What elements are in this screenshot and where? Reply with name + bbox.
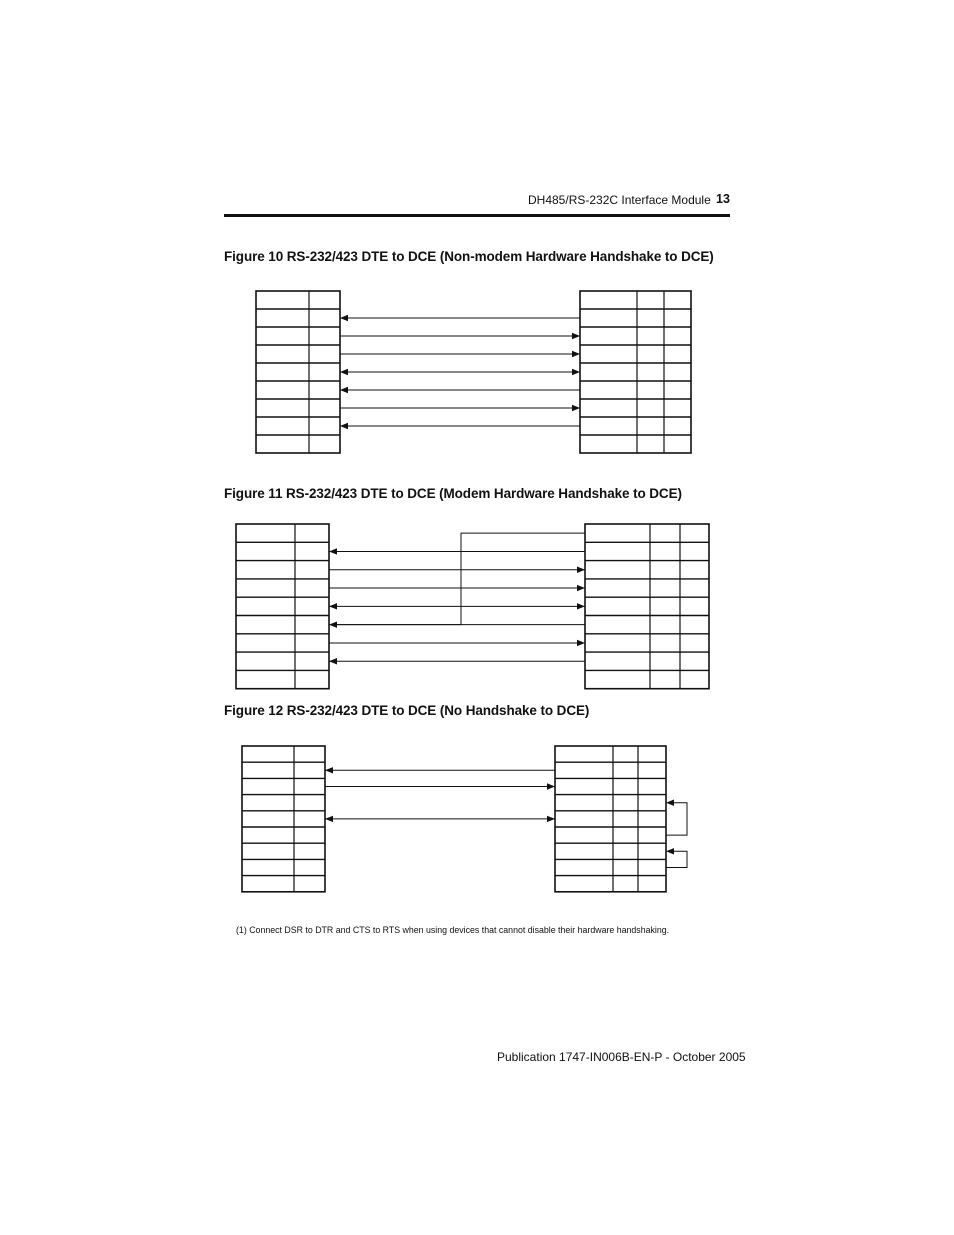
figure-12-caption: Figure 12 RS-232/423 DTE to DCE (No Handshake to DCE) [224, 703, 590, 718]
running-header-title: DH485/RS-232C Interface Module [528, 193, 711, 207]
loopback-wire [666, 800, 687, 836]
dce-pin-table [555, 746, 666, 892]
dte-pin-table-border [242, 746, 325, 892]
footnote: (1) Connect DSR to DTR and CTS to RTS when using devices that cannot disable their hardware handshaking. [236, 925, 670, 935]
page-number: 13 [716, 192, 730, 206]
dce-pin-table-border [555, 746, 666, 892]
arrow-left-icon [666, 848, 674, 854]
arrow-left-icon [325, 767, 333, 773]
arrow-left-icon [666, 800, 674, 806]
figure-11-caption: Figure 11 RS-232/423 DTE to DCE (Modem Hardware Handshake to DCE) [224, 486, 682, 501]
publication-footer: Publication 1747-IN006B-EN-P - October 2005 [497, 1050, 746, 1064]
loopback-wire [666, 848, 687, 867]
arrow-left-icon [325, 816, 333, 822]
signal-wire [325, 783, 555, 789]
arrow-right-icon [547, 783, 555, 789]
arrow-right-icon [547, 816, 555, 822]
loopback-wire-line [666, 803, 687, 835]
figure-10-caption: Figure 10 RS-232/423 DTE to DCE (Non-modem Hardware Handshake to DCE) [224, 249, 714, 264]
signal-wire [325, 816, 555, 822]
loopback-wire-line [666, 851, 687, 867]
dte-pin-table [242, 746, 325, 892]
signal-wire [325, 767, 555, 773]
